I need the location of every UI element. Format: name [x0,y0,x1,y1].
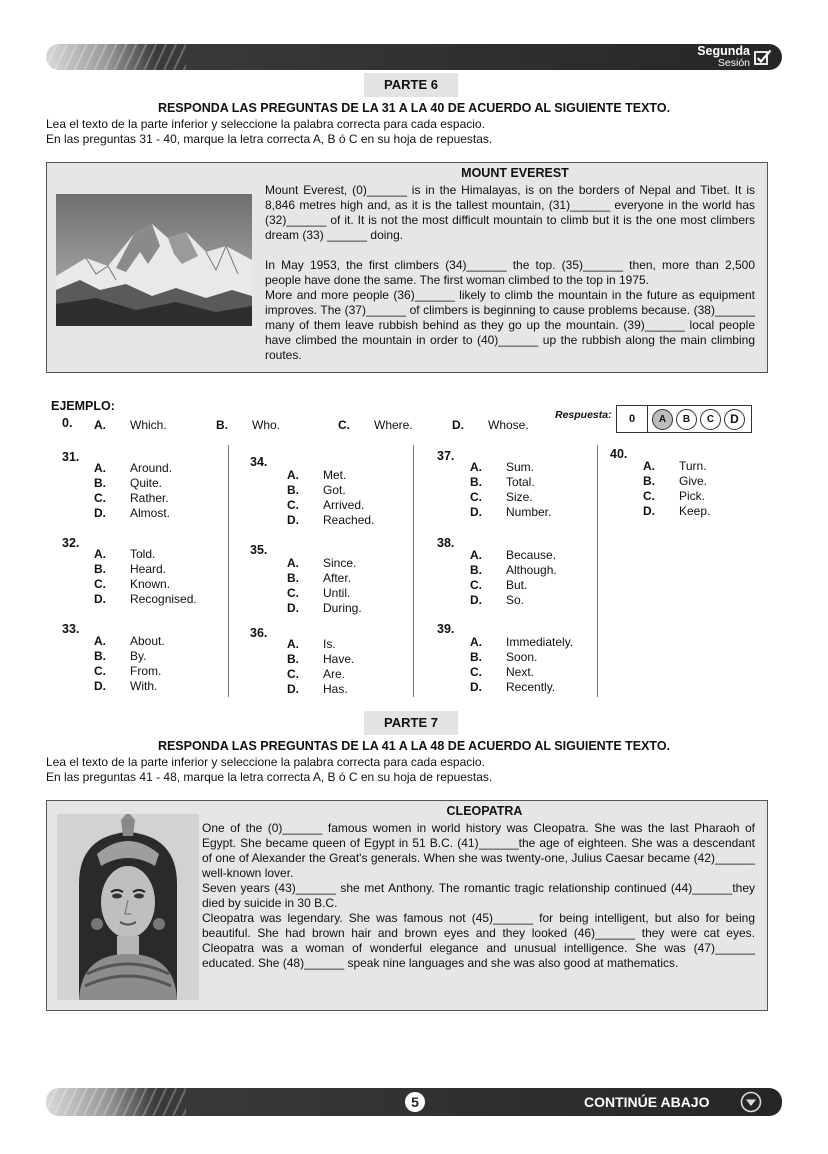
question-38-option-b: B. Although. [470,563,557,577]
everest-title: MOUNT EVEREST [461,166,569,180]
question-34-option-d: D. Reached. [287,513,375,527]
question-31-option-b: B. Quite. [94,476,163,490]
question-34-option-b: B. Got. [287,483,346,497]
question-40-option-d: D. Keep. [643,504,711,518]
example-option-d: D. Whose. [452,418,529,432]
question-38-option-d: D. So. [470,593,525,607]
question-36-number: 36. [250,626,268,640]
column-divider-1 [228,445,229,697]
example-option-a: A. Which. [94,418,167,432]
question-37-option-a: A. Sum. [470,460,535,474]
answer-number: 0 [617,406,648,432]
question-32-option-d: D. Recognised. [94,592,197,606]
question-32-option-a: A. Told. [94,547,156,561]
cleopatra-paragraph-2: Seven years (43)______ she met Anthony. The romantic tragic relationship continued (44)______they died by suicide in 30 B.C. [202,881,755,910]
question-35-option-a: A. Since. [287,556,357,570]
question-34-option-c: C. Arrived. [287,498,365,512]
parte6-instruction-2: En las preguntas 31 - 40, marque la letra correcta A, B ó C en su hoja de repuestas. [46,132,493,146]
cleopatra-portrait [57,814,199,1000]
parte7-instruction-1: Lea el texto de la parte inferior y seleccione la palabra correcta para cada espacio. [46,755,485,769]
continue-label: CONTINÚE ABAJO [584,1094,710,1110]
question-37-option-c: C. Size. [470,490,533,504]
column-divider-3 [597,445,598,697]
bubble-d: D [724,409,745,430]
respuesta-label: Respuesta: [555,409,612,421]
example-option-b: B. Who. [216,418,281,432]
question-37-number: 37. [437,449,455,463]
everest-passage [265,183,755,363]
chevron-down-icon [740,1091,762,1113]
footer-bar [46,1088,782,1116]
question-33-option-c: C. From. [94,664,162,678]
parte6-instruction-1: Lea el texto de la parte inferior y seleccione la palabra correcta para cada espacio. [46,117,485,131]
question-33-number: 33. [62,622,80,636]
cleopatra-title: CLEOPATRA [446,804,523,818]
question-36-option-d: D. Has. [287,682,348,696]
question-35-option-d: D. During. [287,601,362,615]
question-38-option-a: A. Because. [470,548,557,562]
mount-everest-photo [56,194,252,326]
column-divider-2 [413,445,414,697]
question-34-option-a: A. Met. [287,468,347,482]
question-32-number: 32. [62,536,80,550]
everest-paragraph-2: In May 1953, the first climbers (34)______ the top. (35)______ then, more than 2,500 people have done the same. The first woman climbed to the top in 1975. [265,258,755,287]
cleopatra-passage-box [46,800,768,1011]
everest-paragraph-3: More and more people (36)______ likely to climb the mountain in the future as equipment improves. The (37)______ of climbers is beginning to cause problems because. (38)______ many of them leave rubbish behind as they go up the mountain. (39)______ local people have climbed the mountain in order to (40)______ up the rubbish along the main climbing routes. [265,288,755,362]
question-40-option-b: B. Give. [643,474,708,488]
question-40-option-c: C. Pick. [643,489,706,503]
question-40-number: 40. [610,447,628,461]
question-35-option-c: C. Until. [287,586,351,600]
parte6-label: PARTE 6 [364,73,458,97]
parte7-label: PARTE 7 [364,711,458,735]
header-bar [46,44,782,70]
everest-passage-box [46,162,768,373]
question-31-number: 31. [62,450,80,464]
question-39-option-a: A. Immediately. [470,635,574,649]
cleopatra-paragraph-3: Cleopatra was legendary. She was famous not (45)______ for being intelligent, but also for being beautiful. She had brown hair and brown eyes and they looked (46)______ they were cat eyes. Cleopatra was a woman of wonderful elegance and unusual intelligence. She was (47)______ educated. She (48)______ speak nine languages and she was also good at mathematics. [202,911,755,970]
question-33-option-a: A. About. [94,634,165,648]
question-35-number: 35. [250,543,268,557]
parte6-heading: RESPONDA LAS PREGUNTAS DE LA 31 A LA 40 DE ACUERDO AL SIGUIENTE TEXTO. [157,101,671,115]
example-label: EJEMPLO: [51,399,115,413]
session-label: Segunda Sesión [697,44,750,69]
example-option-c: C. Where. [338,418,413,432]
example-number: 0. [62,416,73,430]
example-answer-box [616,405,752,433]
question-31-option-d: D. Almost. [94,506,171,520]
question-39-option-d: D. Recently. [470,680,556,694]
question-32-option-b: B. Heard. [94,562,167,576]
question-36-option-a: A. Is. [287,637,336,651]
question-34-number: 34. [250,455,268,469]
question-37-option-d: D. Number. [470,505,552,519]
question-33-option-b: B. By. [94,649,147,663]
question-31-option-c: C. Rather. [94,491,169,505]
cleopatra-paragraph-1: One of the (0)______ famous women in world history was Cleopatra. She was the last Pharaoh of Egypt. She became queen of Egypt in 51 B.C. (41)______the age of eighteen. She was a descendant of one of Alexander the Great's generals. When she was twenty-one, Julius Caesar became (42)______ well-known lover. [202,821,755,880]
question-39-number: 39. [437,622,455,636]
everest-paragraph-1: Mount Everest, (0)______ is in the Himalayas, is on the borders of Nepal and Tibet. It is 8,846 metres high and, as it is the tallest mountain, (31)______ everyone in the world has (32)______ of it. It is not the most difficult mountain to climb but it is the one most climbers dream (33) ______ doing. [265,183,755,242]
bubble-b: B [676,409,697,430]
question-40-option-a: A. Turn. [643,459,707,473]
question-35-option-b: B. After. [287,571,352,585]
question-36-option-b: B. Have. [287,652,355,666]
cleopatra-passage [202,821,755,971]
question-33-option-d: D. With. [94,679,158,693]
question-39-option-b: B. Soon. [470,650,538,664]
parte7-heading: RESPONDA LAS PREGUNTAS DE LA 41 A LA 48 DE ACUERDO AL SIGUIENTE TEXTO. [157,739,671,753]
bubble-c: C [700,409,721,430]
question-38-option-c: C. But. [470,578,528,592]
question-32-option-c: C. Known. [94,577,171,591]
bubble-a: A [652,409,673,430]
parte7-instruction-2: En las preguntas 41 - 48, marque la letra correcta A, B ó C en su hoja de repuestas. [46,770,493,784]
check-box-icon [754,49,772,65]
question-39-option-c: C. Next. [470,665,535,679]
question-36-option-c: C. Are. [287,667,346,681]
page-number: 5 [405,1092,425,1112]
question-37-option-b: B. Total. [470,475,535,489]
question-31-option-a: A. Around. [94,461,173,475]
question-38-number: 38. [437,536,455,550]
